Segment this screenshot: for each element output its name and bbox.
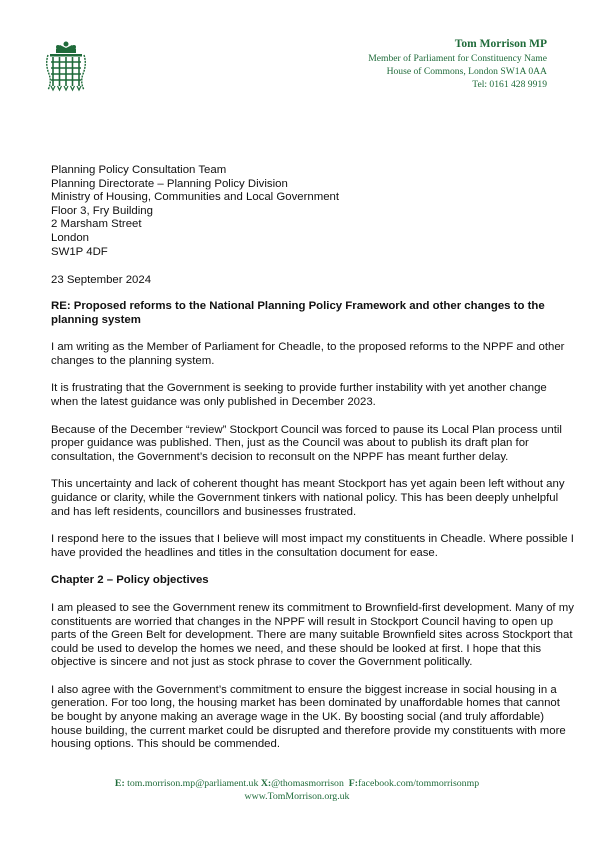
recipient-line: London <box>51 231 90 244</box>
recipient-line: Planning Policy Consultation Team <box>51 164 227 176</box>
body-paragraph: Because of the December “review” Stockport Council was forced to pause its Local Plan process until proper guidance was published. Then, just as the Council was about to publish its draft plan for consultation, the Government’s decision to reconsult on the NPPF has meant further delay. <box>51 423 562 463</box>
footer <box>0 777 594 803</box>
mp-role: Member of Parliament for Constituency Name <box>368 53 547 64</box>
recipient-line: SW1P 4DF <box>51 245 108 258</box>
x-label: X: <box>260 778 272 789</box>
mp-phone: Tel: 0161 428 9919 <box>472 79 547 90</box>
footer-email-link[interactable]: tom.morrison.mp@parliament.uk <box>127 778 259 789</box>
body-paragraph: I am pleased to see the Government renew its commitment to Brownfield-first development. Many of my constituents are worried that changes in the NPPF will result in Stockport Council having to open up parts of the Green Belt for development. There are many suitable Brownfield sites across Stockport that could be used to develop the homes we need, and these should be looked at first. I hope that this objective is sincere and not just as stock phrase to cover the Government politically. <box>51 601 574 669</box>
body-paragraph: It is frustrating that the Government is seeking to provide further instability with yet another change when the latest guidance was only published in December 2023. <box>51 382 547 408</box>
footer-website-link[interactable]: www.TomMorrison.org.uk <box>244 791 350 802</box>
body-paragraph: I also agree with the Government’s commitment to ensure the biggest increase in social housing in a generation. For too long, the housing market has been dominated by unaffordable homes that cannot be bought by anyone making an average wage in the UK. By boosting social (and truly affordable) house building, the current market could be disrupted and therefore provide my constituents with more housing options. This should be commended. <box>51 683 566 751</box>
body-paragraph: This uncertainty and lack of coherent thought has meant Stockport has yet again been left without any guidance or clarity, while the Government tinkers with national policy. This has been deeply unhelpful and has left residents, councillors and businesses frustrated. <box>51 478 565 518</box>
footer-facebook-link[interactable]: facebook.com/tommorrisonmp <box>358 778 480 789</box>
footer-contacts <box>0 777 594 790</box>
recipient-line: 2 Marsham Street <box>51 218 142 231</box>
body-paragraph: I respond here to the issues that I believe will most impact my constituents in Cheadle. Where possible I have provided the headlines and titles in the consultation document for ease. <box>51 533 574 559</box>
letter-date: 23 September 2024 <box>51 274 152 286</box>
recipient-line: Planning Directorate – Planning Policy Division <box>51 177 288 190</box>
letterhead <box>368 38 547 91</box>
facebook-label: F: <box>348 778 359 789</box>
footer-x-link[interactable]: @thomasmorrison <box>271 778 344 789</box>
letter-body <box>51 300 575 766</box>
portcullis-logo-icon <box>44 40 88 92</box>
mp-name: Tom Morrison MP <box>454 38 547 50</box>
chapter-heading: Chapter 2 – Policy objectives <box>51 574 209 587</box>
recipient-line: Ministry of Housing, Communities and Local Government <box>51 191 340 204</box>
recipient-address <box>51 164 339 259</box>
body-paragraph: I am writing as the Member of Parliament for Cheadle, to the proposed reforms to the NPPF and other changes to the planning system. <box>51 341 565 367</box>
mp-address: House of Commons, London SW1A 0AA <box>386 66 547 77</box>
subject-line: RE: Proposed reforms to the National Planning Policy Framework and other changes to the planning system <box>51 300 545 326</box>
email-label: E: <box>114 778 125 789</box>
recipient-line: Floor 3, Fry Building <box>51 204 153 217</box>
